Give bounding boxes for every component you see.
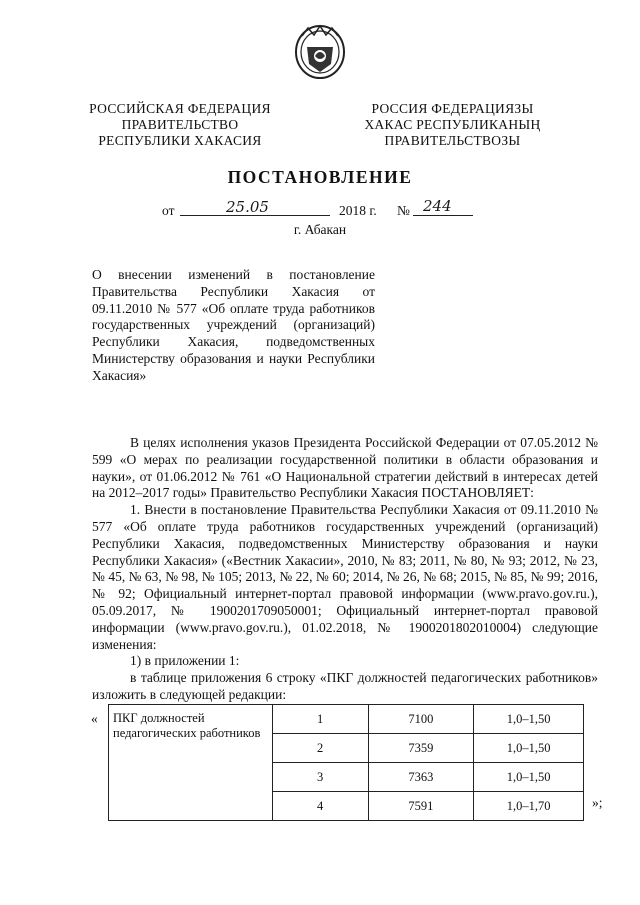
date-year: 2018 г. bbox=[339, 203, 377, 218]
document-body bbox=[92, 435, 598, 704]
header-khakas bbox=[355, 101, 550, 149]
body-paragraph: 1. Внести в постановление Правительства Республики Хакасия от 09.11.2010 № 577 «Об оплате труда работников государственных учреждений (организаций) Республики Хакасия, подведомственных Министерству образования и науки Республики Хакасия» («Вестник Хакасии», 2010, № 83; 2011, № 80, № 93; 2012, № 23, № 45, № 63, № 98, № 105; 2013, № 22, № 60; 2014, № 26, № 68; 2015, № 85, № 99; 2016, № 92; Официальный интернет-портал правовой информации (www.pravo.gov.ru.), 05.09.2017, № 1900201709050001; Официальный интернет-портал правовой информации (www.pravo.gov.ru.), 01.02.2018, № 1900201802010004) следующие изменения: bbox=[92, 502, 598, 652]
coefficient-cell: 1,0–1,70 bbox=[474, 792, 584, 821]
salary-cell: 7363 bbox=[368, 763, 474, 792]
level-cell: 4 bbox=[272, 792, 368, 821]
number-sign: № bbox=[397, 203, 410, 218]
salary-cell: 7100 bbox=[368, 705, 474, 734]
header-russian bbox=[80, 101, 280, 149]
handwritten-number: 244 bbox=[423, 197, 452, 215]
number-underline bbox=[413, 215, 473, 216]
city: г. Абакан bbox=[293, 222, 347, 237]
salary-cell: 7591 bbox=[368, 792, 474, 821]
pkg-table bbox=[108, 704, 584, 821]
coefficient-cell: 1,0–1,50 bbox=[474, 763, 584, 792]
header-left-line: ПРАВИТЕЛЬСТВО bbox=[121, 117, 239, 132]
table-close-quote: »; bbox=[592, 795, 603, 810]
pkg-label-cell: ПКГ должностей педагогических работников bbox=[109, 705, 273, 821]
document-subject: О внесении изменений в постановление Правительства Республики Хакасия от 09.11.2010 № 577 «Об оплате труда работников государственных учреждений (организаций) Республики Хакасия, подведомственных Министерству образования и науки Республики Хакасия» bbox=[92, 267, 375, 383]
date-prefix: от bbox=[162, 203, 175, 218]
coefficient-cell: 1,0–1,50 bbox=[474, 734, 584, 763]
coefficient-cell: 1,0–1,50 bbox=[474, 705, 584, 734]
body-paragraph: В целях исполнения указов Президента Российской Федерации от 07.05.2012 № 599 «О мерах по реализации государственной политики в области образования и науки», от 01.06.2012 № 761 «О Национальной стратегии действий в интересах детей на 2012–2017 годы» Правительство Республики Хакасия ПОСТАНОВЛЯЕТ: bbox=[92, 435, 598, 501]
header-left-line: РЕСПУБЛИКИ ХАКАСИЯ bbox=[98, 133, 262, 148]
level-cell: 2 bbox=[272, 734, 368, 763]
body-paragraph: в таблице приложения 6 строку «ПКГ должностей педагогических работников» изложить в следующей редакции: bbox=[92, 670, 598, 702]
header-right-line: РОССИЯ ФЕДЕРАЦИЯЗЫ bbox=[371, 101, 534, 116]
header-right-line: ХАКАС РЕСПУБЛИКАНЫҢ bbox=[364, 117, 541, 132]
table-open-quote: « bbox=[91, 711, 98, 726]
table-row bbox=[109, 705, 584, 734]
level-cell: 1 bbox=[272, 705, 368, 734]
header-right-line: ПРАВИТЕЛЬСТВОЗЫ bbox=[384, 133, 521, 148]
header-left-line: РОССИЙСКАЯ ФЕДЕРАЦИЯ bbox=[89, 101, 271, 116]
coat-of-arms-icon bbox=[293, 22, 347, 80]
level-cell: 3 bbox=[272, 763, 368, 792]
body-paragraph: 1) в приложении 1: bbox=[130, 653, 240, 669]
document-title: ПОСТАНОВЛЕНИЕ bbox=[227, 167, 413, 187]
salary-cell: 7359 bbox=[368, 734, 474, 763]
handwritten-date: 25.05 bbox=[226, 198, 269, 216]
